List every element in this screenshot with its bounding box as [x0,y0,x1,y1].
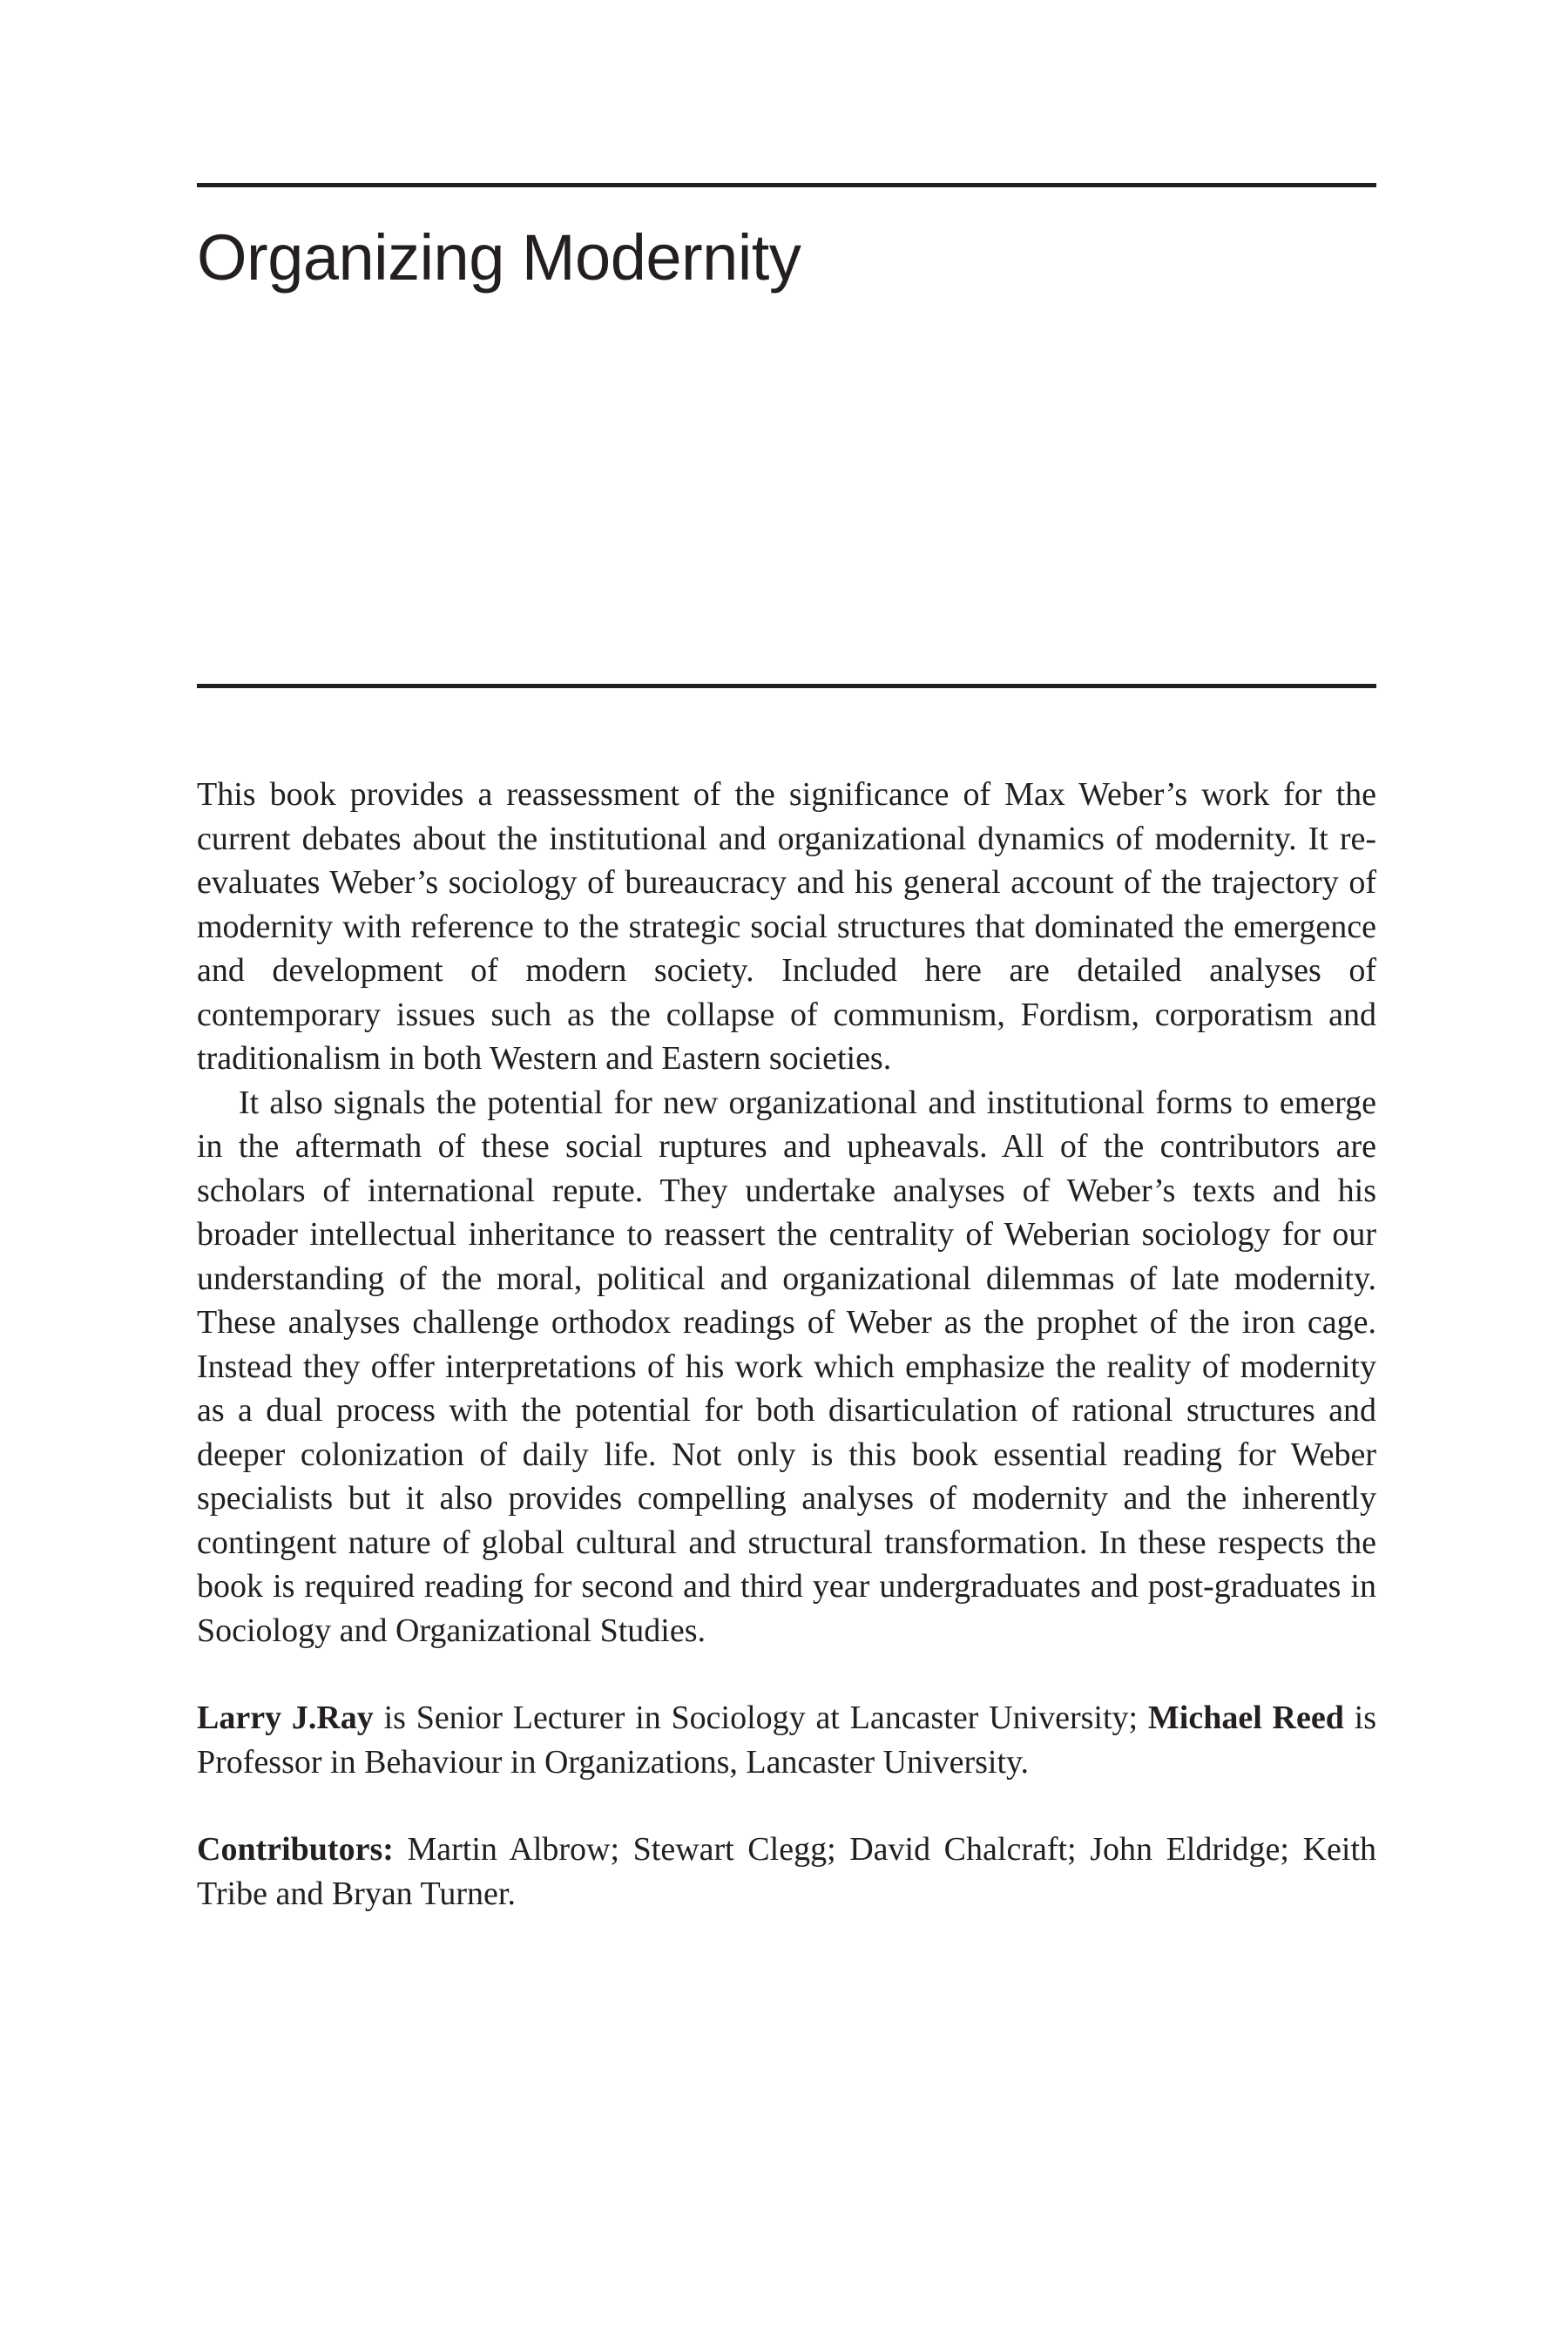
top-rule [197,183,1376,187]
blurb-body [197,773,1376,1916]
contributors-names: Martin Albrow; Stewart Clegg; David Chalcraft; John Eldridge; Keith Tribe and Bryan Turner. [197,1831,1376,1912]
bottom-rule [197,684,1376,688]
page-title: Organizing Modernity [197,221,801,294]
editors-paragraph [197,1696,1376,1784]
editor-2-role: is Professor in Behaviour in Organizations, Lancaster University. [197,1700,1376,1781]
description-paragraph-2: It also signals the potential for new organizational and institutional forms to emerge in the aftermath of these social ruptures and upheavals. All of the contributors are scholars of international repute. They undertake analyses of Weber’s texts and his broader intellectual inheritance to reassert the centrality of Weberian sociology for our understanding of the moral, political and organizational dilemmas of late modernity. These analyses challenge orthodox readings of Weber as the prophet of the iron cage. Instead they offer interpretations of his work which emphasize the reality of modernity as a dual process with the potential for both disarticulation of rational structures and deeper colonization of daily life. Not only is this book essential reading for Weber specialists but it also provides compelling analyses of modernity and the inherently contingent nature of global cultural and structural transformation. In these respects the book is required reading for second and third year undergraduates and post-graduates in Sociology and Organizational Studies. [197,1084,1376,1649]
editor-2-name: Michael Reed [1147,1700,1344,1736]
editor-1-name: Larry J.Ray [197,1700,374,1736]
editor-1-role: is Senior Lecturer in Sociology at Lancaster University; [373,1700,1148,1736]
contributors-paragraph [197,1828,1376,1916]
description-paragraph-1: This book provides a reassessment of the significance of Max Weber’s work for the current debates about the institutional and organizational dynamics of modernity. It re-evaluates Weber’s sociology of bureaucracy and his general account of the trajectory of modernity with reference to the strategic social structures that dominated the emergence and development of modern society. Included here are detailed analyses of contemporary issues such as the collapse of communism, Fordism, corporatism and traditionalism in both Western and Eastern societies. [197,776,1376,1077]
contributors-label: Contributors: [197,1831,394,1868]
